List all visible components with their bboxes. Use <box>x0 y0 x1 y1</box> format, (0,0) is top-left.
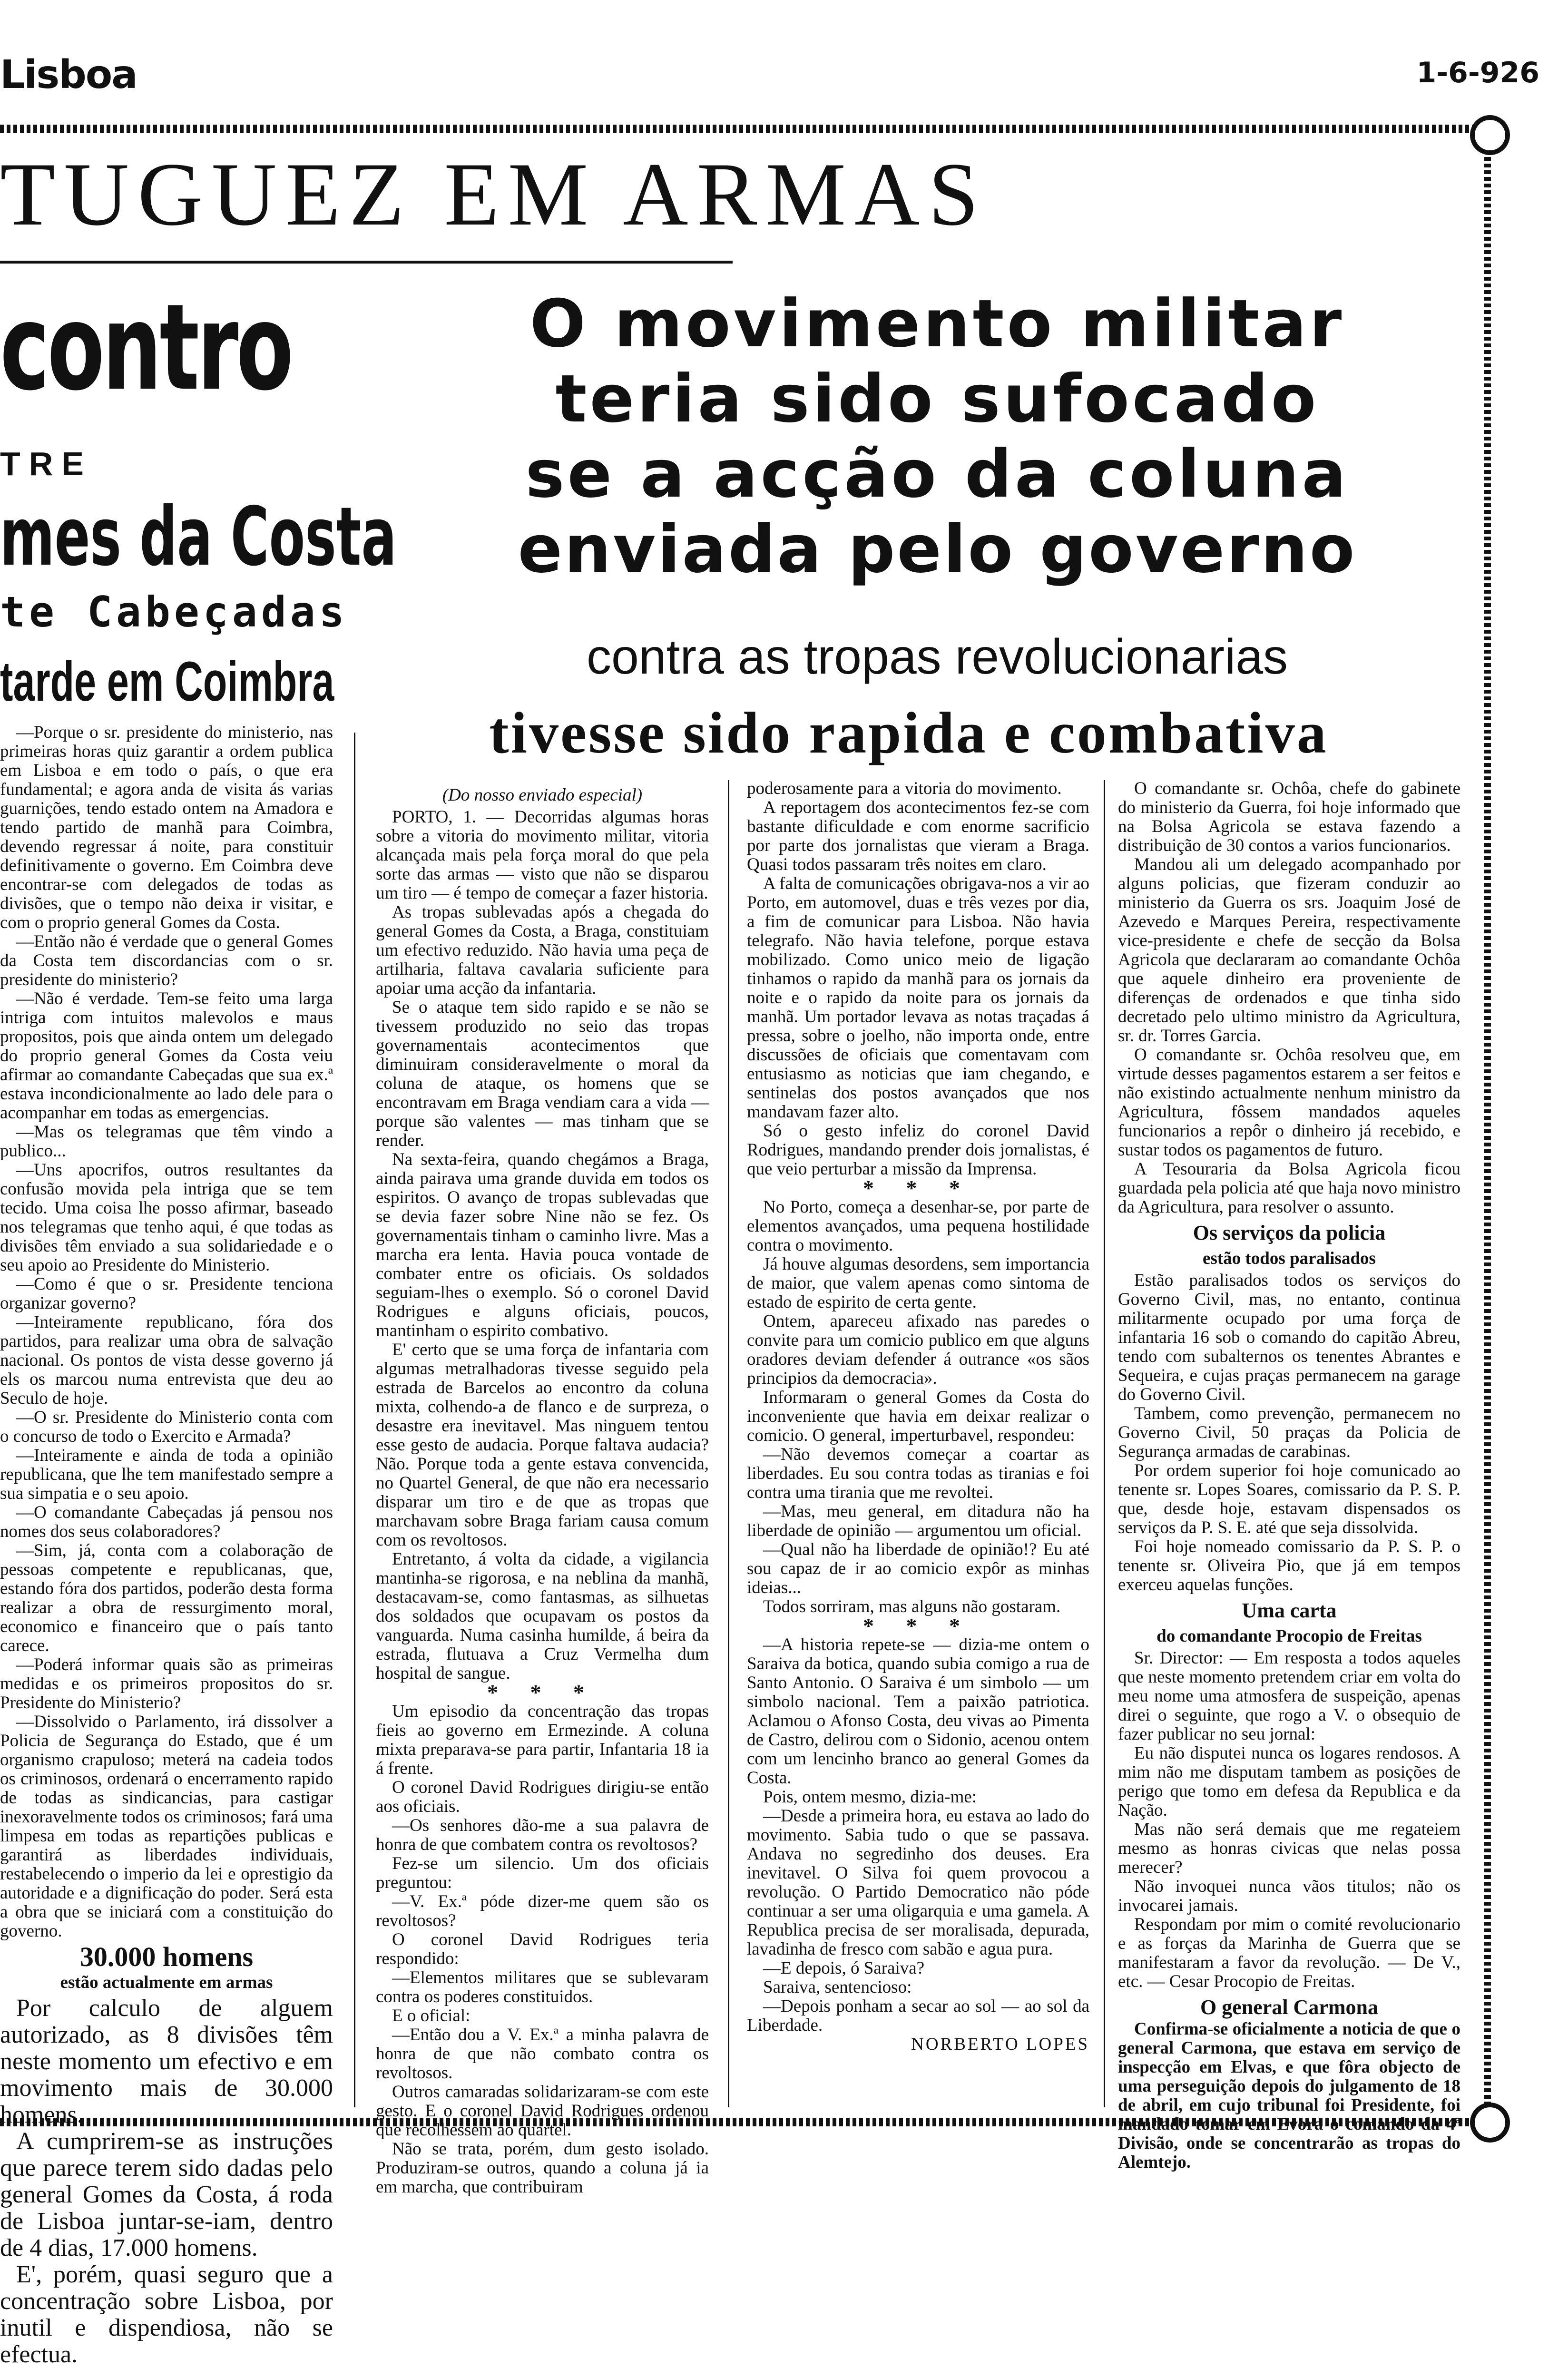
subhead-30000: 30.000 homens <box>79 1941 254 1972</box>
article-paragraph: E' certo que se uma força de infantaria com algumas metralhadoras tivesse seguido pela estrada de Barcelos ao encontro da coluna mixta, colhendo-a de flanco e de surpreza, o desastre era inevitavel. Mas ninguem tentou esse gesto de audacia. Porque faltava audacia? Não. Porque toda a gente estava convencida, no Quartel General, de que não era necessario disparar um tiro e de que as tropas que marchavam sobre Braga fariam causa comum com os revoltosos. <box>376 1340 709 1550</box>
subhead-em-armas: estão actualmente em armas <box>60 1973 273 1992</box>
article-paragraph: Um episodio da concentração das tropas fieis ao governo em Ermezinde. A coluna mixta preparava-se para partir, Infantaria 18 ia á frente. <box>376 1702 709 1778</box>
right-border-rule <box>1484 157 1491 2107</box>
article-paragraph: —Os senhores dão-me a sua palavra de honra de que combatem contra os revoltosos? <box>376 1816 709 1854</box>
corner-ornament-bottom <box>1470 2103 1510 2143</box>
left-paragraph: —O sr. Presidente do Ministerio conta com o concurso de todo o Exercito e Armada? <box>0 1408 333 1446</box>
left-paragraph-30000: A cumprirem-se as instruções que parece terem sido dadas pelo general Gomes da Costa, á roda de Lisboa juntar-se-iam, dentro de 4 dias, 17.000 homens. <box>0 2128 333 2261</box>
right-paragraph: Mas não será demais que me regateiem mesmo as honras civicas que nelas possa merecer? <box>1118 1820 1460 1877</box>
article-paragraph: —Elementos militares que se sublevaram contra os poderes constituidos. <box>376 1968 709 2006</box>
article-paragraph: —V. Ex.ª póde dizer-me quem são os revoltosos? <box>376 1892 709 1930</box>
left-paragraph: —Sim, já, conta com a colaboração de pessoas competente e republicanas, que, estando fóra dos partidos, poderão desta forma realizar a obra de ressurgimento moral, economico e financeiro que o país tanto carece. <box>0 1541 333 1655</box>
section-title: TUGUEZ EM ARMAS <box>0 145 988 245</box>
left-paragraph: —Uns apocrifos, outros resultantes da confusão movida pela intriga que se tem tecido. Uma coisa lhe posso afirmar, baseado nos telegramas que tenho aqui, é que todas as divisões têm enviado a sua solidariedade e o seu apoio ao Presidente do Ministerio. <box>0 1160 333 1275</box>
article-paragraph: A falta de comunicações obrigava-nos a vir ao Porto, em automovel, duas e três vezes por dia, a fim de comunicar para Lisboa. Não havia telegrafo. Não havia telefone, porque estava mobilizado. Como unico meio de ligação tinhamos o rapido da manhã para os jornais da noite e o rapido da noite para os jornais da manhã. Um portador levava as notas traçadas á pressa, sobre o joelho, não importa onde, entre discussões de oficiais que comentavam com entusiasmo as noticias que iam chegando, e sentinelas dos postos avançados que nos mandavam fazer alto. <box>747 874 1089 1122</box>
article-paragraph: O coronel David Rodrigues teria respondido: <box>376 1930 709 1968</box>
article-paragraph: Na sexta-feira, quando chegámos a Braga, ainda pairava uma grande duvida em todos os espiritos. O avanço de tropas sublevadas que se devia fazer sobre Nine não se fez. Os governamentais tinham o caminho livre. Mas a marcha era lenta. Havia pouca vontade de combater entre os oficiais. Os soldados seguiam-lhes o exemplo. Só o coronel David Rodrigues e alguns oficiais, poucos, mantinham o espirito combativo. <box>376 1150 709 1341</box>
main-headline-line-2: teria sido sufocado <box>555 361 1319 437</box>
right-paragraph: Por ordem superior foi hoje comunicado ao tenente sr. Lopes Soares, comissario da P. S. P. que, desde hoje, estavam dispensados os serviços da P. S. E. até que seja dissolvida. <box>1118 1461 1460 1537</box>
article-paragraph: Pois, ontem mesmo, dizia-me: <box>763 1787 977 1807</box>
left-paragraph: —Inteiramente e ainda de toda a opinião republicana, que lhe tem manifestado sempre a sua simpatia e o seu apoio. <box>0 1446 333 1503</box>
article-paragraph: —A historia repete-se — dizia-me ontem o Saraiva da botica, quando subia comigo a rua de Santo Antonio. O Saraiva é um simbolo — um simbolo nacional. Tem a paixão patriotica. Aclamou o Afonso Costa, deu vivas ao Pimenta de Castro, delirou com o Sidonio, acenou ontem com um lencinho branco ao general Gomes da Costa. <box>747 1635 1089 1788</box>
article-paragraph: Informaram o general Gomes da Costa do inconveniente que havia em deixar realizar o comicio. O general, imperturbavel, respondeu: <box>747 1388 1089 1445</box>
left-headline-entre: TRE <box>0 445 92 482</box>
right-paragraph: Sr. Director: — Em resposta a todos aqueles que neste momento pretendem criar em volta do meu nome uma atmosfera de suspeição, apenas direi o seguinte, que rogo a V. o obsequio de fazer publicar no seu jornal: <box>1118 1648 1460 1744</box>
article-paragraph: —E depois, ó Saraiva? <box>763 1958 925 1978</box>
right-paragraph: O comandante sr. Ochôa resolveu que, em virtude desses pagamentos estarem a ser feitos e não existindo actualmente nenhum ministro da Agricultura, fôssem mandados aqueles funcionarios a repôr o dinheiro já recebido, e sustar todos os pagamentos de futuro. <box>1118 1045 1460 1160</box>
section-separator: * * * <box>863 1176 973 1200</box>
article-paragraph: No Porto, começa a desenhar-se, por parte de elementos avançados, uma pequena hostilidade contra o movimento. <box>747 1197 1089 1255</box>
article-paragraph: Ontem, apareceu afixado nas paredes o convite para um comicio publico em que alguns oradores deviam defender á outrance «os sãos principios da democracia». <box>747 1311 1089 1388</box>
left-headline-cabecadas: te Cabeçadas <box>0 587 348 636</box>
article-paragraph: —Não devemos começar a coartar as liberdades. Eu sou contra todas as tiranias e foi contra uma tirania que me revoltei. <box>747 1445 1089 1502</box>
article-paragraph: Fez-se um silencio. Um dos oficiais preguntou: <box>376 1854 709 1892</box>
left-headline-coimbra: tarde em Coimbra <box>0 650 334 713</box>
main-headline-line-1: O movimento militar <box>529 285 1345 362</box>
left-paragraph: —Poderá informar quais são as primeiras medidas e os primeiros propositos do sr. Presidente do Ministerio? <box>0 1655 333 1712</box>
article-paragraph: Todos sorriram, mas alguns não gostaram. <box>763 1597 1061 1616</box>
right-paragraph: Mandou ali um delegado acompanhado por alguns policias, que fizeram conduzir ao ministerio da Guerra os srs. Joaquim José de Azevedo e Marques Pereira, respectivamente vice-presidente e chefe de secção da Bolsa Agricola que declararam ao comandante Ochôa que aquele dinheiro era proveniente de diferenças de ordenados e que tinha sido decretado pelo ultimo ministro da Agricultura, sr. dr. Torres Garcia. <box>1118 855 1460 1046</box>
section-separator: * * * <box>487 1680 598 1704</box>
right-paragraph: Respondam por mim o comité revolucionario e as forças da Marinha de Guerra que se manifestaram a favor da revolução. — De V., etc. — Cesar Procopio de Freitas. <box>1118 1915 1460 1991</box>
section-divider <box>0 261 733 264</box>
article-paragraph: Outros camaradas solidarizaram-se com este gesto. E o coronel David Rodrigues ordenou que recolhessem ao quartel. <box>376 2082 709 2140</box>
article-paragraph: E o oficial: <box>392 2006 470 2026</box>
left-article-body <box>0 723 333 2368</box>
right-column <box>1118 779 1460 2172</box>
main-headline-line-3: se a acção da coluna <box>525 436 1349 512</box>
right-paragraph: O comandante sr. Ochôa, chefe do gabinete do ministerio da Guerra, foi hoje informado que na Bolsa Agricola se estava fazendo a distribuição de 30 contos a varios funcionarios. <box>1118 779 1460 855</box>
left-paragraph: —Mas os telegramas que têm vindo a publico... <box>0 1122 333 1161</box>
column-rule-2 <box>728 780 729 2107</box>
carta-subheading: do comandante Procopio de Freitas <box>1156 1626 1422 1646</box>
article-paragraph: Entretanto, á volta da cidade, a vigilancia mantinha-se rigorosa, e na neblina da manhã, destacavam-se, como fantasmas, as silhuetas dos soldados que ocupavam os postos da vanguarda. Numa casinha humilde, á beira da estrada, flutuava a Cruz Vermelha dum hospital de sangue. <box>376 1549 709 1683</box>
column-rule-3 <box>1104 780 1105 2107</box>
article-paragraph: A reportagem dos acontecimentos fez-se com bastante dificuldade e com enorme sacrificio por parte dos jornalistas que vieram a Braga. Quasi todos passaram três noites em claro. <box>747 798 1089 874</box>
main-subheadline: contra as tropas revolucionarias <box>586 629 1288 685</box>
section-separator: * * * <box>863 1614 973 1638</box>
right-paragraph: Foi hoje nomeado comissario da P. S. P. o tenente sr. Oliveira Pio, que já em tempos exerceu aquelas funções. <box>1118 1537 1460 1595</box>
byline: (Do nosso enviado especial) <box>442 785 643 805</box>
article-paragraph: PORTO, 1. — Decorridas algumas horas sobre a vitoria do movimento militar, vitoria alcançada mais pela força moral do que pela sorte das armas — visto que não se disparou um tiro — é tempo de começar a fazer historia. <box>376 807 709 903</box>
article-paragraph: —Então dou a V. Ex.ª a minha palavra de honra de que não combato contra os revoltosos. <box>376 2025 709 2083</box>
masthead-title: Lisboa <box>0 52 137 98</box>
left-headline-main: contro <box>0 278 292 417</box>
policia-subheading: estão todos paralisados <box>1203 1249 1376 1268</box>
left-paragraph: —O comandante Cabeçadas já pensou nos nomes dos seus colaboradores? <box>0 1503 333 1541</box>
main-subheadline-2: tivesse sido rapida e combativa <box>489 700 1328 765</box>
article-paragraph: poderosamente para a vitoria do movimento. <box>747 779 1062 798</box>
article-paragraph: As tropas sublevadas após a chegada do general Gomes da Costa, a Braga, constituiam um efectivo reduzido. Não havia uma peça de artilharia, faltava cavalaria suficiente para apoiar uma acção da infantaria. <box>376 902 709 998</box>
left-headline-gomes: mes da Costa <box>0 490 397 584</box>
policia-heading: Os serviços da policia <box>1193 1221 1386 1244</box>
article-paragraph: O coronel David Rodrigues dirigiu-se então aos oficiais. <box>376 1778 709 1816</box>
article-paragraph: Se o ataque tem sido rapido e se não se tivessem produzido no seio das tropas governamentais acontecimentos que diminuiram consideravelmente o moral da coluna de ataque, os homens que se encontravam em Braga vendiam cara a vida — porque são valentes — mas tinham que se render. <box>376 998 709 1150</box>
article-paragraph: —Desde a primeira hora, eu estava ao lado do movimento. Sabia tudo o que se passava. Andava no segredinho dos deuses. Era inevitavel. O Silva foi quem provocou a revolução. O Partido Democratico não póde continuar a ser uma oligarquia e uma gamela. A Republica precisa de ser moralisada, depurada, lavadinha de fresco com sabão e agua pura. <box>747 1806 1089 1959</box>
corner-ornament-top <box>1470 115 1510 155</box>
main-headline-line-4: enviada pelo governo <box>518 511 1357 587</box>
right-paragraph: Confirma-se oficialmente a noticia de que o general Carmona, que estava em serviço de inspecção em Elvas, e que fôra objecto de uma perseguição depois do julgamento de 18 de abril, em cujo tribunal foi Presidente, foi mandado tomar em Evora o comando da 4ª Divisão, onde se concentrarão as tropas do Alemtejo. <box>1118 2019 1460 2172</box>
article-paragraph: Só o gesto infeliz do coronel David Rodrigues, mandando prender dois jornalistas, é que veio perturbar a missão da Imprensa. <box>747 1121 1089 1179</box>
article-paragraph: Não se trata, porém, dum gesto isolado. Produziram-se outros, quando a coluna já ia em marcha, que contribuiram <box>376 2139 709 2197</box>
article-paragraph: Saraiva, sentencioso: <box>763 1977 912 1997</box>
right-paragraph: Eu não disputei nunca os logares rendosos. A mim não me disputam tambem as posições de perigo que tomo em defesa da Republica e da Nação. <box>1118 1743 1460 1820</box>
right-paragraph: A Tesouraria da Bolsa Agricola ficou guardada pela policia até que haja novo ministro da Agricultura, para resolver o assunto. <box>1118 1159 1460 1217</box>
article-paragraph: —Qual não ha liberdade de opinião!? Eu até sou capaz de ir ao comicio expôr as minhas ideias... <box>747 1540 1089 1597</box>
article-paragraph: —Mas, meu general, em ditadura não ha liberdade de opinião — argumentou um oficial. <box>747 1502 1089 1540</box>
carta-heading: Uma carta <box>1242 1599 1337 1622</box>
left-paragraph: —Como é que o sr. Presidente tenciona organizar governo? <box>0 1274 333 1313</box>
left-paragraph-30000: E', porém, quasi seguro que a concentração sobre Lisboa, por inutil e dispendiosa, não se efectua. <box>0 2261 333 2368</box>
left-paragraph: —Não é verdade. Tem-se feito uma larga intriga com intuitos malevolos e maus propositos, pois que ainda ontem um delegado do proprio general Gomes da Costa veiu afirmar ao comandante Cabeçadas que sua ex.ª estava incondicionalmente ao lado dele para o acompanhar em todas as emergencias. <box>0 989 333 1123</box>
right-paragraph: Estão paralisados todos os serviços do Governo Civil, mas, no entanto, continua militarmente ocupado por uma força de infantaria 16 sob o comando do capitão Abreu, tendo com subalternos os tenentes Abrantes e Sequeira, e cujas praças permanecem na garage do Governo Civil. <box>1118 1271 1460 1404</box>
column-rule-1 <box>354 733 355 2107</box>
left-paragraph: —Porque o sr. presidente do ministerio, nas primeiras horas quiz garantir a ordem publica em Lisboa e em todo o país, o que era fundamental; e agora anda de visita ás varias guarnições, tendo estado ontem na Amadora e tendo partido de manhã para Coimbra, devendo regressar á noite, para constituir definitivamente o governo. Em Coimbra deve encontrar-se com delegados de todas as divisões, que o tempo não deixa ir visitar, e com o proprio general Gomes da Costa. <box>0 723 333 932</box>
left-paragraph: —Então não é verdade que o general Gomes da Costa tem discordancias com o sr. presidente do ministerio? <box>0 932 333 989</box>
article-author: NORBERTO LOPES <box>911 2035 1089 2054</box>
left-paragraph-30000: Por calculo de alguem autorizado, as 8 divisões têm neste momento um efectivo e em movimento mais de 30.000 homens. <box>0 1995 333 2128</box>
right-paragraph: Tambem, como prevenção, permanecem no Governo Civil, 50 praças da Policia de Segurança armadas de carabinas. <box>1118 1404 1460 1461</box>
issue-date: 1-6-926 <box>1416 56 1539 89</box>
left-paragraph: —Inteiramente republicano, fóra dos partidos, para realizar uma obra de salvação nacional. Os pontos de vista desse governo já els os marcou numa entrevista que deu ao Seculo de hoje. <box>0 1312 333 1408</box>
left-paragraph: —Dissolvido o Parlamento, irá dissolver a Policia de Segurança do Estado, que é um organismo crapuloso; meterá na cadeia todos os criminosos, ordenará o encerramento rapido de todas as sindicancias, para castigar inexoravelmente todos os criminosos; fará uma limpesa em todas as repartições publicas e garantirá as liberdades individuais, restabelecendo o imperio da lei e oprestigio da autoridade e a dignificação do poder. Será esta a obra que se iniciará com a constituição do governo. <box>0 1712 333 1941</box>
carmona-heading: O general Carmona <box>1200 1996 1378 2019</box>
right-paragraph: Não invoquei nunca vãos titulos; não os invocarei jamais. <box>1118 1877 1460 1915</box>
main-article-column-2 <box>747 779 1089 2054</box>
article-paragraph: —Depois ponham a secar ao sol — ao sol da Liberdade. <box>747 1996 1089 2035</box>
article-paragraph: Já houve algumas desordens, sem importancia de maior, que valem apenas como sintoma de estado de espirito de certa gente. <box>747 1254 1089 1312</box>
top-border-rule <box>0 125 1489 133</box>
main-article-column-1 <box>376 779 709 2197</box>
